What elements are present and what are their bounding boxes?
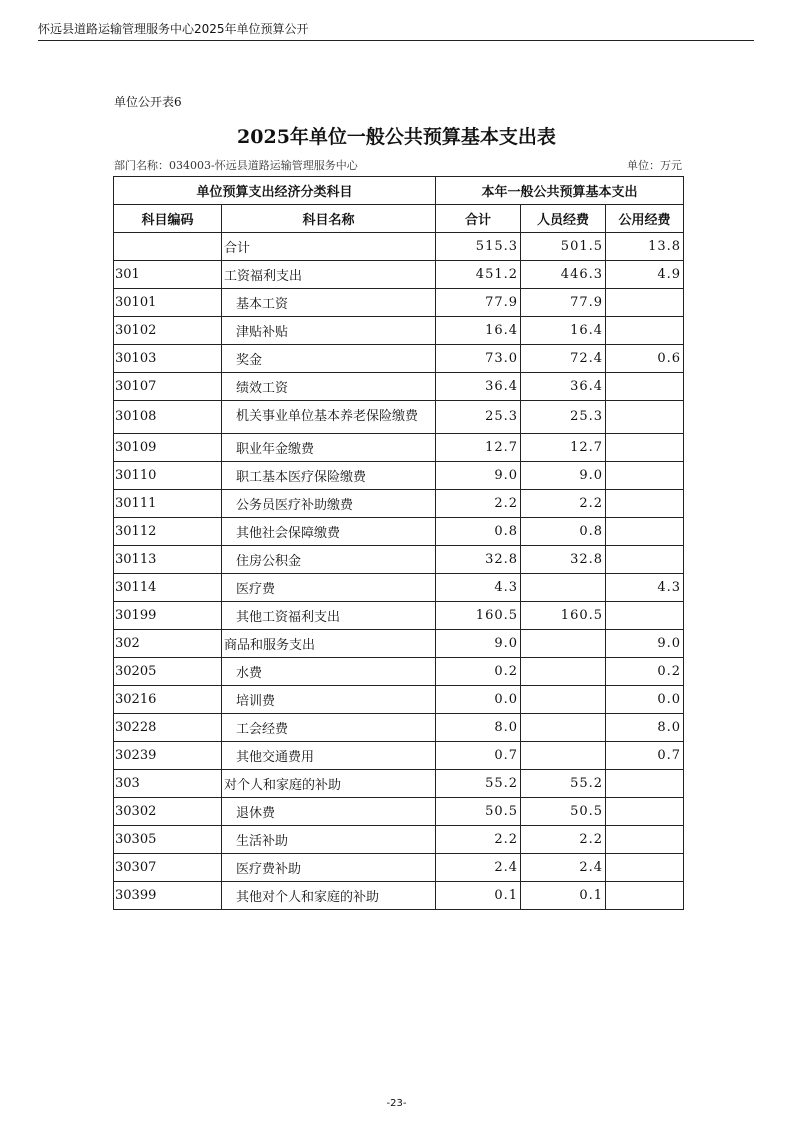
cell-public [606,770,684,798]
cell-public: 0.2 [606,658,684,686]
cell-name: 培训费 [222,686,436,714]
table-row [114,434,684,462]
cell-personnel: 32.8 [521,546,606,574]
table-row [114,546,684,574]
cell-personnel: 50.5 [521,798,606,826]
column-header-total: 合计 [436,205,521,233]
cell-total: 0.1 [436,882,521,910]
cell-public: 0.0 [606,686,684,714]
cell-personnel: 16.4 [521,317,606,345]
cell-public [606,401,684,434]
cell-total: 160.5 [436,602,521,630]
cell-code: 301 [114,261,222,289]
cell-name: 其他交通费用 [222,742,436,770]
table-body [114,233,684,910]
cell-code: 30108 [114,401,222,434]
cell-name: 生活补助 [222,826,436,854]
cell-personnel: 2.4 [521,854,606,882]
cell-name: 职工基本医疗保险缴费 [222,462,436,490]
column-header-row [114,205,684,233]
table-row [114,658,684,686]
cell-total: 0.0 [436,686,521,714]
document-header [38,20,754,41]
cell-public: 0.6 [606,345,684,373]
column-header-code: 科目编码 [114,205,222,233]
table-row [114,854,684,882]
cell-code: 30302 [114,798,222,826]
cell-name: 其他社会保障缴费 [222,518,436,546]
cell-name: 合计 [222,233,436,261]
cell-total: 25.3 [436,401,521,434]
cell-total: 0.7 [436,742,521,770]
cell-personnel: 55.2 [521,770,606,798]
cell-personnel: 25.3 [521,401,606,434]
cell-name: 职业年金缴费 [222,434,436,462]
cell-name: 基本工资 [222,289,436,317]
department-name: 部门名称：034003-怀远县道路运输管理服务中心 [114,159,358,172]
cell-total: 2.2 [436,826,521,854]
cell-public [606,602,684,630]
cell-total: 4.3 [436,574,521,602]
page-number: -23- [386,1098,407,1109]
cell-code [114,233,222,261]
form-number: 单位公开表6 [114,95,182,109]
cell-total: 2.4 [436,854,521,882]
table-row [114,490,684,518]
cell-code: 30101 [114,289,222,317]
cell-public [606,882,684,910]
table-row [114,401,684,434]
cell-personnel: 36.4 [521,373,606,401]
header-text: 怀远县道路运输管理服务中心2025年单位预算公开 [38,22,309,36]
column-header-personnel: 人员经费 [521,205,606,233]
cell-code: 303 [114,770,222,798]
cell-code: 30216 [114,686,222,714]
group-header-basic-expenditure: 本年一般公共预算基本支出 [436,177,684,205]
cell-code: 30112 [114,518,222,546]
cell-total: 32.8 [436,546,521,574]
cell-name: 医疗费 [222,574,436,602]
cell-name: 对个人和家庭的补助 [222,770,436,798]
unit-label: 单位：万元 [627,159,682,172]
cell-total: 515.3 [436,233,521,261]
cell-total: 16.4 [436,317,521,345]
table-row [114,602,684,630]
page-title: 2025年单位一般公共预算基本支出表 [237,126,556,148]
cell-name: 商品和服务支出 [222,630,436,658]
cell-name: 其他对个人和家庭的补助 [222,882,436,910]
table-row [114,798,684,826]
table-row [114,574,684,602]
cell-name: 住房公积金 [222,546,436,574]
table-row [114,345,684,373]
cell-name: 其他工资福利支出 [222,602,436,630]
cell-personnel: 12.7 [521,434,606,462]
cell-total: 0.2 [436,658,521,686]
cell-personnel: 2.2 [521,490,606,518]
cell-public: 13.8 [606,233,684,261]
cell-name: 绩效工资 [222,373,436,401]
cell-public: 9.0 [606,630,684,658]
cell-name: 公务员医疗补助缴费 [222,490,436,518]
cell-personnel [521,742,606,770]
cell-personnel: 501.5 [521,233,606,261]
cell-total: 8.0 [436,714,521,742]
table-row [114,518,684,546]
cell-name: 退休费 [222,798,436,826]
cell-public [606,546,684,574]
table-row [114,317,684,345]
column-header-public: 公用经费 [606,205,684,233]
table-row [114,714,684,742]
cell-code: 30107 [114,373,222,401]
cell-total: 73.0 [436,345,521,373]
cell-name: 工资福利支出 [222,261,436,289]
cell-personnel: 446.3 [521,261,606,289]
cell-public [606,798,684,826]
cell-code: 30228 [114,714,222,742]
cell-public: 8.0 [606,714,684,742]
table-row [114,462,684,490]
cell-total: 9.0 [436,630,521,658]
cell-personnel: 0.1 [521,882,606,910]
cell-personnel: 160.5 [521,602,606,630]
table-row [114,770,684,798]
cell-public: 0.7 [606,742,684,770]
cell-name: 工会经费 [222,714,436,742]
cell-name: 津贴补贴 [222,317,436,345]
cell-public [606,826,684,854]
cell-code: 30399 [114,882,222,910]
cell-total: 451.2 [436,261,521,289]
cell-public [606,490,684,518]
cell-code: 30103 [114,345,222,373]
table-row [114,373,684,401]
table-row [114,826,684,854]
cell-public: 4.9 [606,261,684,289]
table-row [114,233,684,261]
cell-public [606,462,684,490]
table-row [114,882,684,910]
table-row [114,686,684,714]
cell-personnel [521,658,606,686]
cell-total: 9.0 [436,462,521,490]
cell-total: 50.5 [436,798,521,826]
cell-public: 4.3 [606,574,684,602]
table-row [114,742,684,770]
cell-name: 机关事业单位基本养老保险缴费 [222,401,436,434]
cell-code: 30307 [114,854,222,882]
cell-code: 30199 [114,602,222,630]
table-row [114,261,684,289]
cell-total: 77.9 [436,289,521,317]
cell-code: 30114 [114,574,222,602]
cell-personnel: 72.4 [521,345,606,373]
cell-code: 30109 [114,434,222,462]
cell-public [606,434,684,462]
cell-name: 医疗费补助 [222,854,436,882]
cell-code: 30110 [114,462,222,490]
cell-personnel [521,630,606,658]
cell-name: 水费 [222,658,436,686]
cell-personnel [521,714,606,742]
column-header-name: 科目名称 [222,205,436,233]
cell-personnel: 77.9 [521,289,606,317]
cell-total: 12.7 [436,434,521,462]
cell-public [606,518,684,546]
cell-total: 2.2 [436,490,521,518]
cell-code: 30205 [114,658,222,686]
cell-public [606,289,684,317]
cell-name: 奖金 [222,345,436,373]
cell-personnel: 9.0 [521,462,606,490]
cell-personnel [521,574,606,602]
cell-code: 30239 [114,742,222,770]
cell-public [606,373,684,401]
cell-code: 30113 [114,546,222,574]
cell-public [606,854,684,882]
group-header-classification: 单位预算支出经济分类科目 [114,177,436,205]
cell-code: 30305 [114,826,222,854]
table-row [114,630,684,658]
cell-code: 30102 [114,317,222,345]
cell-total: 0.8 [436,518,521,546]
group-header-row [114,177,684,205]
cell-total: 36.4 [436,373,521,401]
budget-table [113,176,684,910]
cell-code: 302 [114,630,222,658]
cell-code: 30111 [114,490,222,518]
cell-personnel [521,686,606,714]
cell-public [606,317,684,345]
cell-personnel: 2.2 [521,826,606,854]
cell-personnel: 0.8 [521,518,606,546]
cell-total: 55.2 [436,770,521,798]
table-row [114,289,684,317]
